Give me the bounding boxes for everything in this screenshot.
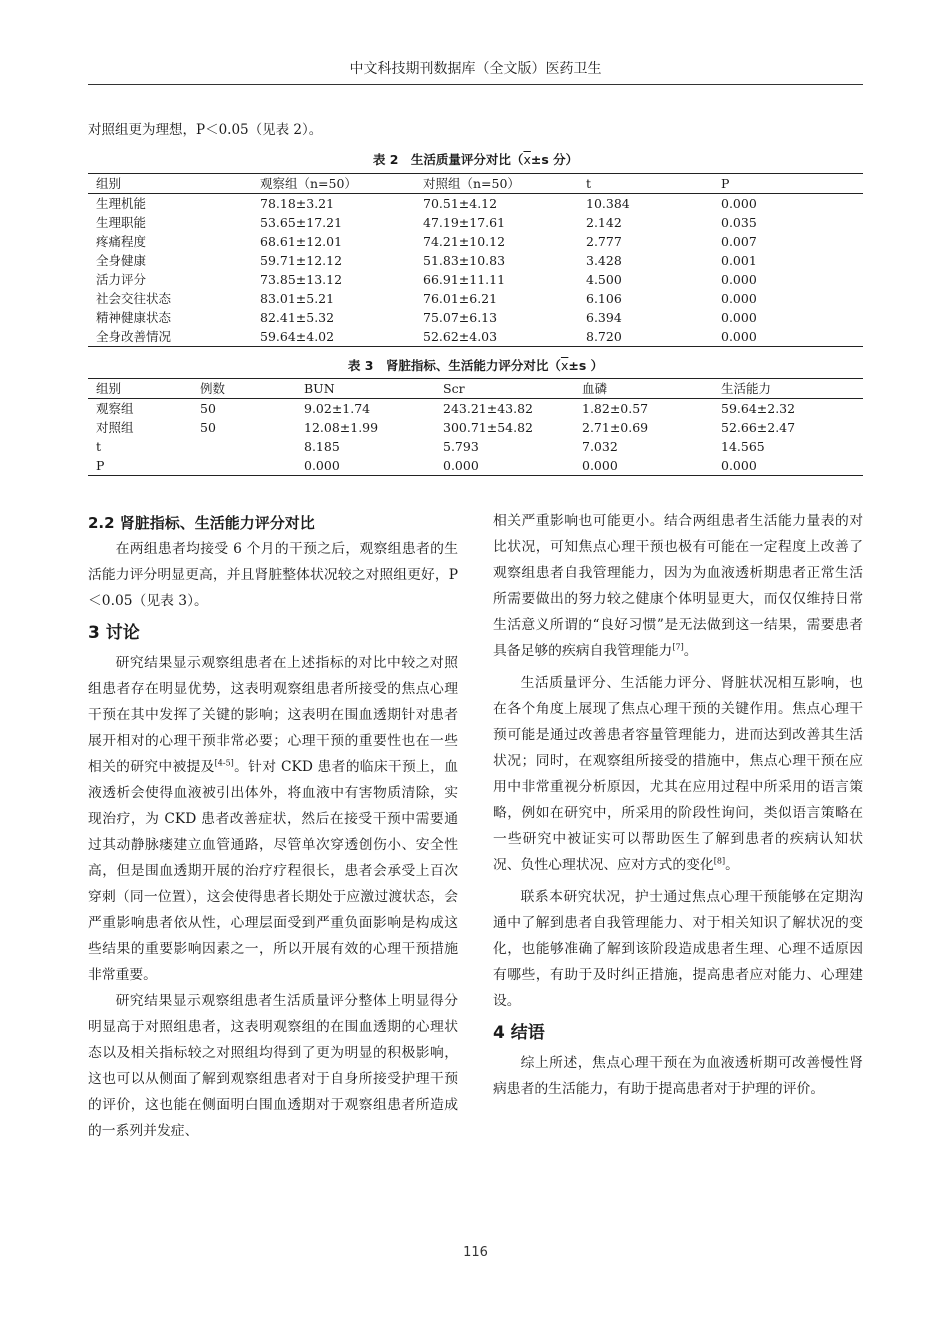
table2-caption-text: 表 2 生活质量评分对比（	[372, 152, 524, 167]
table3-cell: 50	[200, 401, 216, 416]
table3-cell: 243.21±43.82	[443, 401, 533, 416]
table2-cell: 82.41±5.32	[260, 310, 335, 325]
table3-cell: 2.71±0.69	[582, 420, 649, 435]
citation-4-5: [4-5]	[214, 758, 234, 768]
section-2-2-paragraph: 在两组患者均接受 6 个月的干预之后，观察组患者的生活能力评分明显更高，并且肾脏整体状况较之对照组更好，P＜0.05（见表 3）。	[88, 541, 458, 609]
table2-cell: 6.106	[586, 291, 622, 306]
page-number: 116	[463, 1245, 488, 1260]
table2-header-cell: 对照组（n=50）	[415, 174, 578, 194]
discussion-p3-text-a: 相关严重影响也可能更小。结合两组患者生活能力量表的对比状况，可知焦点心理干预也极有可能在一定程度上改善了观察组患者自我管理能力，因为为血液透析期患者正常生活所需要做出的努力较之健康个体明显更大，而仅仅维持日常生活意义所谓的“良好习惯”是无法做到这一结果，需要患者具备足够的疾病自我管理能力	[493, 513, 863, 659]
table2-row	[88, 213, 863, 232]
table2-row	[88, 308, 863, 327]
table2-cell: 全身健康	[96, 253, 147, 268]
table3-cell: P	[88, 456, 192, 476]
table2-cell: 59.64±4.02	[252, 327, 415, 347]
right-column	[493, 508, 863, 1102]
table2-cell: 47.19±17.61	[423, 215, 506, 230]
table2-caption-tail: ±s 分）	[530, 152, 579, 167]
table2-caption	[88, 150, 863, 168]
intro-line: 对照组更为理想，P＜0.05（见表 2）。	[88, 122, 323, 138]
table3-header-row	[88, 379, 863, 399]
table3-cell: 0.000	[713, 456, 863, 476]
table3-caption	[88, 356, 863, 374]
table2-cell: 0.035	[721, 215, 757, 230]
table2-cell: 10.384	[586, 196, 630, 211]
table3-cell: t	[96, 439, 102, 454]
table2-cell: 83.01±5.21	[260, 291, 335, 306]
discussion-paragraph-3	[493, 508, 863, 664]
table2-cell: 0.007	[721, 234, 757, 249]
table3-cell: 59.64±2.32	[721, 401, 796, 416]
table2-cell: 生理职能	[96, 215, 147, 230]
discussion-paragraph-1	[88, 650, 458, 988]
table2-cell: 0.001	[721, 253, 757, 268]
discussion-paragraph-2: 研究结果显示观察组患者生活质量评分整体上明显得分明显高于对照组患者，这表明观察组的在围血透期的心理状态以及相关指标较之对照组均得到了更为明显的积极影响，这也可以从侧面了解到观察组患者对于自身所接受护理干预的评价，这也能在侧面明白围血透期对于观察组患者所造成的一系列并发症、	[88, 993, 458, 1139]
table2-cell: 8.720	[578, 327, 713, 347]
table2-cell: 6.394	[586, 310, 622, 325]
journal-header: 中文科技期刊数据库（全文版）医药卫生	[349, 61, 602, 77]
table2-cell: 74.21±10.12	[423, 234, 506, 249]
discussion-p1-text-a: 研究结果显示观察组患者在上述指标的对比中较之对照组患者存在明显优势，这表明观察组患者所接受的焦点心理干预在其中发挥了关键的影响；这表明在围血透期针对患者展开相对的心理干预非常必要；心理干预的重要性也在一些相关的研究中被提及	[88, 655, 458, 775]
table3-row	[88, 456, 863, 476]
table2-header-cell: t	[578, 174, 713, 194]
table2-row	[88, 270, 863, 289]
table3-cell	[192, 456, 296, 476]
table3-cell: 50	[200, 420, 216, 435]
table3-cell: 14.565	[721, 439, 765, 454]
citation-7: [7]	[672, 642, 684, 652]
table2-row	[88, 289, 863, 308]
table2-cell: 70.51±4.12	[423, 196, 498, 211]
table2-cell: 78.18±3.21	[260, 196, 335, 211]
table2-cell: 社会交往状态	[96, 291, 172, 306]
table2-row	[88, 194, 863, 214]
section-2-2-heading: 2.2 肾脏指标、生活能力评分对比	[88, 514, 315, 532]
table2-cell: 75.07±6.13	[423, 310, 498, 325]
table2-cell: 76.01±6.21	[423, 291, 498, 306]
discussion-p4-text-a: 生活质量评分、生活能力评分、肾脏状况相互影响，也在各个角度上展现了焦点心理干预的关键作用。焦点心理干预可能是通过改善患者容量管理能力，进而达到改善其生活状况；同时，在观察组所接受的措施中，焦点心理干预在应用中非常重视分析原因，尤其在应用过程中所采用的语言策略，例如在研究中，所采用的阶段性询问，类似语言策略在一些研究中被证实可以帮助医生了解到患者的疾病认知状况、负性心理状况、应对方式的变化	[493, 675, 863, 873]
table3-cell: 0.000	[296, 456, 435, 476]
table3-row	[88, 418, 863, 437]
table3-cell: 5.793	[443, 439, 479, 454]
table3-caption-text: 表 3 肾脏指标、生活能力评分对比（	[347, 358, 561, 373]
table3	[88, 378, 863, 476]
table3-cell: 对照组	[96, 420, 134, 435]
table2-cell: 0.000	[713, 327, 863, 347]
table3-cell: 300.71±54.82	[443, 420, 533, 435]
table3-cell: 12.08±1.99	[304, 420, 379, 435]
table3-cell	[192, 437, 296, 456]
table2-cell: 全身改善情况	[88, 327, 252, 347]
header-rule	[88, 84, 863, 85]
discussion-paragraph-4	[493, 670, 863, 878]
table2-cell: 68.61±12.01	[260, 234, 343, 249]
table2-cell: 51.83±10.83	[423, 253, 506, 268]
conclusion-paragraph: 综上所述，焦点心理干预在为血液透析期可改善慢性肾病患者的生活能力，有助于提高患者对于护理的评价。	[493, 1055, 863, 1097]
table3-header-cell: 血磷	[574, 379, 713, 399]
discussion-p1-text-b: 。针对 CKD 患者的临床干预上，血液透析会使得血液被引出体外，将血液中有害物质清除，实现治疗，为 CKD 患者改善症状，然后在接受干预中需要通过其动静脉瘘建立血管通路，尽管单次穿透创伤小、安全性高，但是围血透期开展的治疗疗程很长，患者会承受上百次穿刺（同一位置），这会使得患者长期处于应激过渡状态，会严重影响患者依从性，心理层面受到严重负面影响是构成这些结果的重要影响因素之一，所以开展有效的心理干预措施非常重要。	[88, 759, 459, 983]
table2-cell: 3.428	[586, 253, 622, 268]
left-column	[88, 508, 458, 1144]
table2-cell: 2.142	[586, 215, 622, 230]
table2-cell: 精神健康状态	[96, 310, 172, 325]
table2-cell: 66.91±11.11	[423, 272, 506, 287]
table2-header-cell: 组别	[88, 174, 252, 194]
table3-caption-xbar: $\overline{x}$	[560, 358, 569, 373]
table3-header-cell: 组别	[88, 379, 192, 399]
table3-header-cell: 例数	[192, 379, 296, 399]
table2-row	[88, 327, 863, 347]
table3-cell: 0.000	[574, 456, 713, 476]
table3-cell: 52.66±2.47	[721, 420, 796, 435]
table3-cell: 0.000	[435, 456, 574, 476]
table3-cell: 9.02±1.74	[304, 401, 371, 416]
table3-cell: 观察组	[96, 401, 134, 416]
table2-cell: 0.000	[721, 310, 757, 325]
table2-cell: 0.000	[721, 272, 757, 287]
table2-header-cell: P	[713, 174, 863, 194]
table2-cell: 0.000	[721, 196, 757, 211]
table3-header-cell: BUN	[296, 379, 435, 399]
section-4-heading: 4 结语	[493, 1023, 545, 1043]
table2-cell: 4.500	[586, 272, 622, 287]
table3-cell: 1.82±0.57	[582, 401, 649, 416]
table2-header-row	[88, 174, 863, 194]
table2-header-cell: 观察组（n=50）	[252, 174, 415, 194]
table2-caption-xbar: $\overline{x}$	[523, 152, 531, 167]
table2-cell: 52.62±4.03	[415, 327, 578, 347]
table2-cell: 生理机能	[96, 196, 147, 211]
citation-8: [8]	[713, 856, 726, 866]
table2-cell: 活力评分	[96, 272, 147, 287]
table3-header-cell: Scr	[435, 379, 574, 399]
table3-caption-tail: ±s ）	[568, 358, 604, 373]
table3-row	[88, 437, 863, 456]
table3-cell: 8.185	[304, 439, 340, 454]
table2-cell: 2.777	[586, 234, 622, 249]
table2-cell: 0.000	[721, 291, 757, 306]
table2-cell: 73.85±13.12	[260, 272, 343, 287]
section-3-heading: 3 讨论	[88, 623, 140, 643]
table2-cell: 疼痛程度	[96, 234, 147, 249]
table2-cell: 53.65±17.21	[260, 215, 343, 230]
discussion-p3-text-b: 。	[683, 643, 698, 659]
table3-cell: 7.032	[582, 439, 618, 454]
discussion-p4-text-b: 。	[725, 857, 739, 873]
table2-row	[88, 232, 863, 251]
table3-row	[88, 399, 863, 419]
discussion-paragraph-5: 联系本研究状况，护士通过焦点心理干预能够在定期沟通中了解到患者自我管理能力、对于相关知识了解状况的变化，也能够准确了解到该阶段造成患者生理、心理不适原因有哪些，有助于及时纠正措施，提高患者应对能力、心理建设。	[493, 889, 863, 1009]
table2-cell: 59.71±12.12	[260, 253, 343, 268]
table2-row	[88, 251, 863, 270]
table2	[88, 173, 863, 347]
table3-header-cell: 生活能力	[713, 379, 863, 399]
